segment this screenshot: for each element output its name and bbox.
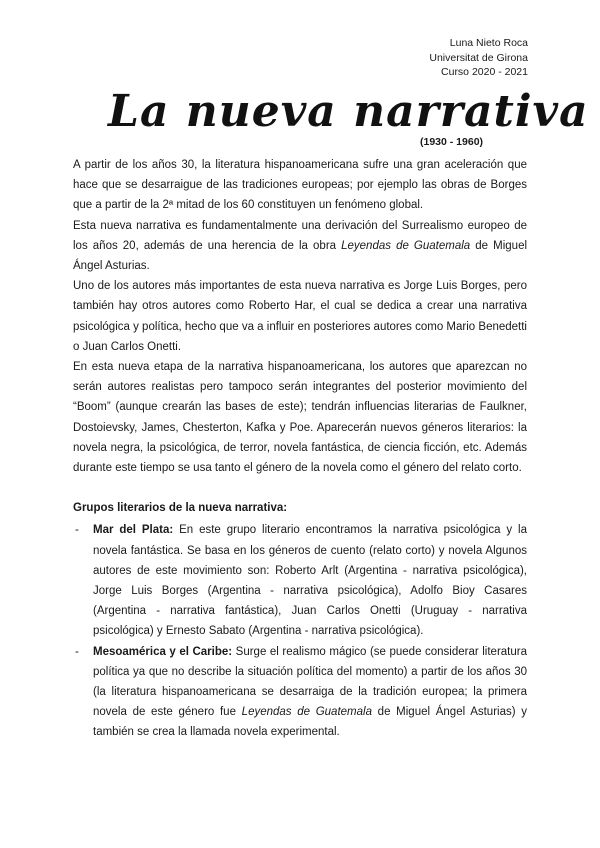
list-item-text: En este grupo literario encontramos la narrativa psicológica y la novela fantástica. Se basa en los géneros de cuento (relato corto) y novela Algunos autores de este movimiento son: Roberto Arlt (Argentina - narrativa psicológica), Jorge Luis Borges (Argentina - narrativa psicológica), Adolfo Bioy Casares (Argentina - narrativa fantástica), Juan Carlos Onetti (Uruguay - narrativa psicológica) y Ernesto Sabato (Argentina - narrativa psicológica). bbox=[93, 524, 527, 638]
list-item-term: Mar del Plata: bbox=[93, 524, 174, 537]
author-name: Luna Nieto Roca bbox=[449, 37, 528, 49]
author-university: Universitat de Girona bbox=[429, 51, 528, 64]
title-years: (1930 - 1960) bbox=[420, 136, 484, 148]
list-item-term: Mesoamérica y el Caribe: bbox=[93, 645, 233, 658]
paragraph-2-book-title: Leyendas de Guatemala bbox=[341, 239, 471, 252]
paragraph-3: Uno de los autores más importantes de esta nueva narrativa es Jorge Luis Borges, pero también hay otros autores como Roberto Har, el cual se dedica a crear una narrativa psicológica y política, hecho que va a influir en posteriores autores como Mario Benedetti o Juan Carlos Onetti. bbox=[73, 280, 527, 353]
paragraph-2-text-b: de Miguel Ángel Asturias. bbox=[73, 239, 528, 273]
paragraph-2 bbox=[73, 216, 527, 277]
list-item-mar-del-plata bbox=[73, 520, 527, 641]
paragraph-4: En esta nueva etapa de la narrativa hispanoamericana, los autores que aparezcan no serán autores realistas pero tampoco serán integrantes del posterior movimiento del “Boom” (aunque crearán las bases de este); tendrán influencias literarias de Faulkner, Dostoievsky, James, Chesterton, Kafka y Poe. Aparecerán nuevos géneros literarios: la novela negra, la psicológica, de terror, novela fantástica, de ciencia ficción, etc. Además durante este tiempo se usa tanto el género de la novela como el género del relato corto. bbox=[73, 361, 527, 475]
list-item-book-title: Leyendas de Guatemala bbox=[241, 706, 372, 719]
groups-list bbox=[73, 520, 527, 742]
paragraph-2-text-a: Esta nueva narrativa es fundamentalmente una derivación del Surrealismo europeo de los años 20, además de una herencia de la obra bbox=[73, 219, 527, 252]
list-dash: - bbox=[75, 645, 79, 658]
document-body bbox=[73, 155, 527, 743]
list-item-mesoamerica bbox=[73, 642, 527, 743]
paragraph-1: A partir de los años 30, la literatura hispanoamericana sufre una gran aceleración que hace que se desarraigue de las tradiciones europeas; por ejemplo las obras de Borges que a partir de la 2ª mitad de los 60 constituyen un fenómeno global. bbox=[73, 159, 527, 212]
list-dash: - bbox=[75, 524, 79, 537]
author-block bbox=[429, 36, 528, 80]
list-item-text-b: de Miguel Ángel Asturias) y también se crea la llamada novela experimental. bbox=[93, 706, 528, 739]
author-course: Curso 2020 - 2021 bbox=[441, 66, 528, 78]
page-title: La nueva narrativa bbox=[108, 86, 589, 137]
section-title: Grupos literarios de la nueva narrativa: bbox=[73, 502, 288, 515]
list-item-text-a: Surge el realismo mágico (se puede considerar literatura política ya que no describe la situación política del momento) a partir de los años 30 (la literatura hispanoamericana se desarraiga de la tradición europea; la primera novela de este género fue bbox=[93, 645, 527, 719]
